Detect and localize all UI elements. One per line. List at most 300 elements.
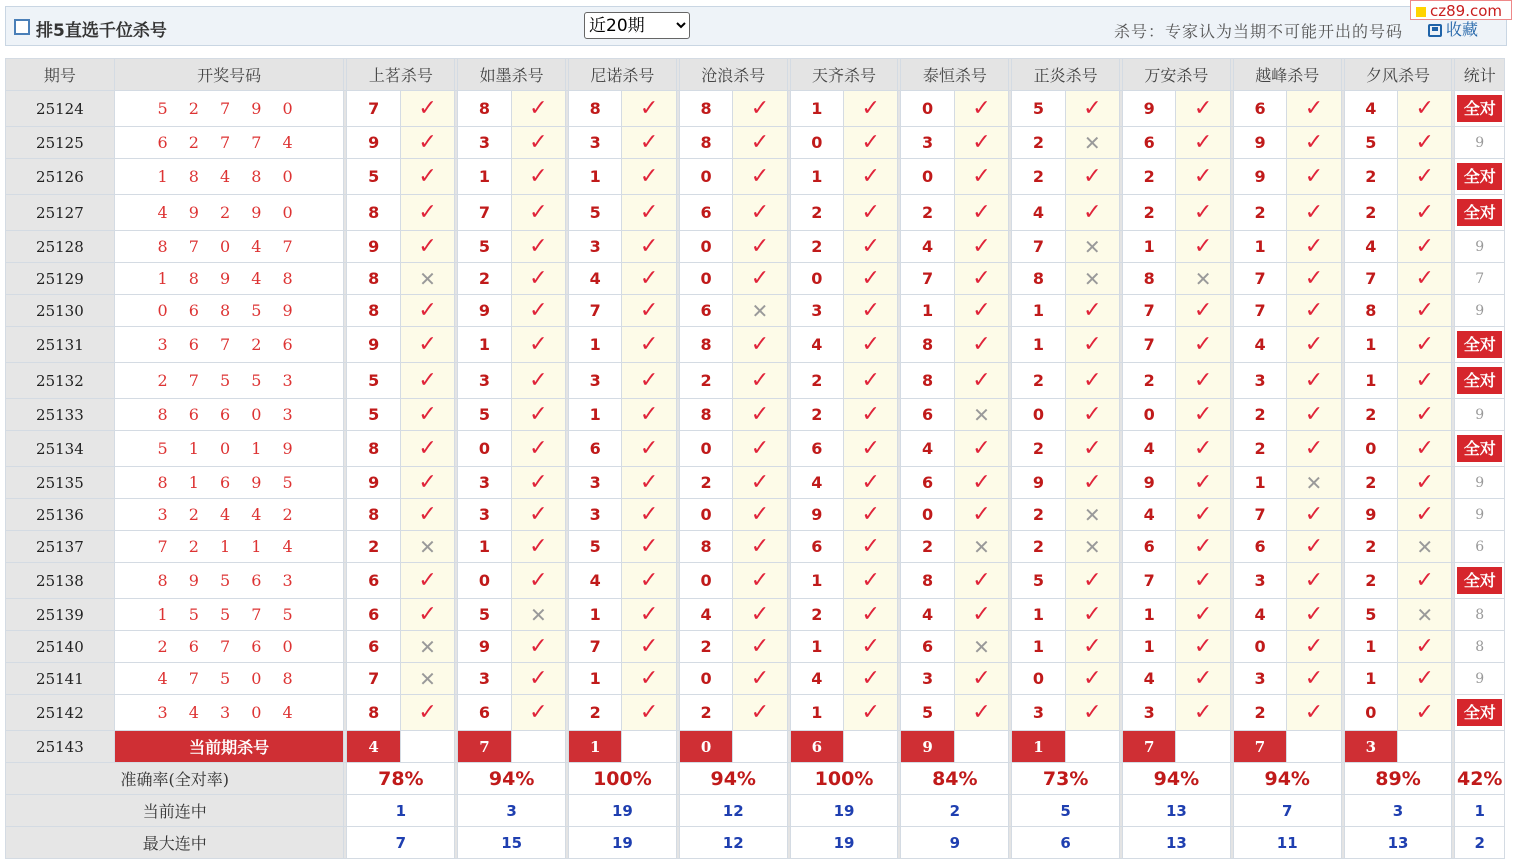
check-icon: ✓ xyxy=(622,431,676,467)
check-icon: ✓ xyxy=(1398,467,1452,499)
all-correct-badge: 全对 xyxy=(1457,567,1502,594)
check-icon: ✓ xyxy=(1287,295,1341,327)
check-icon: ✓ xyxy=(622,195,676,231)
check-icon: ✓ xyxy=(1398,695,1452,731)
stat-cell: 9 xyxy=(1455,127,1505,159)
kill-number-cell: 1 xyxy=(1012,631,1065,663)
kill-number-cell: 6 xyxy=(901,467,954,499)
check-icon: ✓ xyxy=(622,631,676,663)
kill-number-cell: 0 xyxy=(1123,399,1176,431)
kill-number-cell: 1 xyxy=(458,327,511,363)
check-icon: ✓ xyxy=(400,599,454,631)
max-streak-value: 7 xyxy=(347,827,455,859)
check-icon: ✓ xyxy=(1176,467,1230,499)
check-icon: ✓ xyxy=(954,563,1008,599)
kill-number-cell: 2 xyxy=(347,531,400,563)
check-icon: ✓ xyxy=(1287,127,1341,159)
period-cell: 25141 xyxy=(6,663,115,695)
draw-number-cell: 2 6 7 6 0 xyxy=(114,631,344,663)
kill-number-cell: 2 xyxy=(1344,531,1397,563)
kill-number-cell: 9 xyxy=(347,127,400,159)
cross-icon: ✕ xyxy=(1065,499,1119,531)
check-icon: ✓ xyxy=(1176,499,1230,531)
check-icon: ✓ xyxy=(1065,295,1119,327)
cross-icon: ✕ xyxy=(1065,127,1119,159)
all-correct-badge: 全对 xyxy=(1457,163,1502,190)
current-streak-value: 13 xyxy=(1123,795,1231,827)
kill-number-cell: 4 xyxy=(679,599,732,631)
kill-number-cell: 7 xyxy=(1012,231,1065,263)
check-icon: ✓ xyxy=(733,91,787,127)
check-icon: ✓ xyxy=(1065,195,1119,231)
check-icon: ✓ xyxy=(733,563,787,599)
check-icon: ✓ xyxy=(400,399,454,431)
table-row xyxy=(6,363,1505,399)
col-stat-header[interactable]: 统计 xyxy=(1455,59,1505,91)
stat-cell xyxy=(1455,363,1505,399)
kill-number-cell: 5 xyxy=(458,599,511,631)
kill-number-cell: 8 xyxy=(1012,263,1065,295)
check-icon: ✓ xyxy=(954,231,1008,263)
page-title: 排5直选千位杀号 xyxy=(36,21,167,41)
check-icon: ✓ xyxy=(1287,91,1341,127)
kill-number-cell: 7 xyxy=(569,295,622,327)
accuracy-value: 94% xyxy=(1123,763,1231,795)
stat-cell: 9 xyxy=(1455,467,1505,499)
kill-number-cell: 2 xyxy=(1233,695,1286,731)
kill-number-cell: 6 xyxy=(679,295,732,327)
current-kill-number: 1 xyxy=(1012,731,1065,763)
kill-number-cell: 5 xyxy=(347,399,400,431)
kill-number-cell: 1 xyxy=(790,91,843,127)
check-icon: ✓ xyxy=(1176,295,1230,327)
kill-number-cell: 1 xyxy=(790,159,843,195)
check-icon: ✓ xyxy=(400,327,454,363)
check-icon: ✓ xyxy=(622,159,676,195)
kill-number-cell: 3 xyxy=(1233,663,1286,695)
cross-icon: ✕ xyxy=(1176,263,1230,295)
check-icon: ✓ xyxy=(1398,231,1452,263)
kill-number-cell: 6 xyxy=(790,531,843,563)
check-icon: ✓ xyxy=(1176,127,1230,159)
kill-number-cell: 8 xyxy=(901,363,954,399)
period-cell: 25124 xyxy=(6,91,115,127)
kill-number-cell: 8 xyxy=(458,91,511,127)
check-icon: ✓ xyxy=(1287,327,1341,363)
col-expert-header[interactable]: 正炎杀号 xyxy=(1012,59,1120,91)
check-icon: ✓ xyxy=(844,531,898,563)
check-icon: ✓ xyxy=(1398,363,1452,399)
check-icon: ✓ xyxy=(511,467,565,499)
check-icon: ✓ xyxy=(844,295,898,327)
current-streak-value: 3 xyxy=(1344,795,1452,827)
kill-number-cell: 4 xyxy=(1123,431,1176,467)
period-cell: 25137 xyxy=(6,531,115,563)
check-icon: ✓ xyxy=(1065,363,1119,399)
kill-number-cell: 8 xyxy=(679,327,732,363)
check-icon: ✓ xyxy=(1287,663,1341,695)
kill-number-cell: 8 xyxy=(347,695,400,731)
check-icon: ✓ xyxy=(1176,91,1230,127)
current-kill-number: 7 xyxy=(1233,731,1286,763)
draw-number-cell: 8 9 5 6 3 xyxy=(114,563,344,599)
current-streak-value: 19 xyxy=(790,795,898,827)
cross-icon: ✕ xyxy=(400,631,454,663)
check-icon: ✓ xyxy=(1065,431,1119,467)
check-icon: ✓ xyxy=(511,295,565,327)
kill-number-cell: 0 xyxy=(901,159,954,195)
kill-number-cell: 5 xyxy=(1012,91,1065,127)
col-expert-header[interactable]: 越峰杀号 xyxy=(1233,59,1341,91)
check-icon: ✓ xyxy=(733,695,787,731)
cross-icon: ✕ xyxy=(400,531,454,563)
kill-number-cell: 9 xyxy=(1123,91,1176,127)
kill-number-cell: 0 xyxy=(790,127,843,159)
check-icon: ✓ xyxy=(1398,127,1452,159)
kill-number-cell: 0 xyxy=(1012,399,1065,431)
kill-number-cell: 3 xyxy=(458,363,511,399)
cross-icon: ✕ xyxy=(400,263,454,295)
check-icon: ✓ xyxy=(733,127,787,159)
check-icon: ✓ xyxy=(622,231,676,263)
kill-number-cell: 2 xyxy=(1344,467,1397,499)
stat-cell: 6 xyxy=(1455,531,1505,563)
kill-number-cell: 4 xyxy=(901,431,954,467)
draw-number-cell: 4 9 2 9 0 xyxy=(114,195,344,231)
accuracy-row xyxy=(6,763,1505,795)
check-icon: ✓ xyxy=(622,467,676,499)
check-icon: ✓ xyxy=(1287,531,1341,563)
check-icon: ✓ xyxy=(1065,467,1119,499)
cross-icon: ✕ xyxy=(1065,531,1119,563)
kill-number-cell: 1 xyxy=(1123,599,1176,631)
blank-cell xyxy=(511,731,565,763)
period-cell: 25126 xyxy=(6,159,115,195)
col-period-header[interactable]: 期号 xyxy=(6,59,115,91)
kill-number-cell: 0 xyxy=(679,663,732,695)
check-icon: ✓ xyxy=(1065,563,1119,599)
col-expert-header[interactable]: 万安杀号 xyxy=(1123,59,1231,91)
blank-cell xyxy=(844,731,898,763)
check-icon: ✓ xyxy=(1398,327,1452,363)
check-icon: ✓ xyxy=(511,91,565,127)
kill-number-cell: 4 xyxy=(569,263,622,295)
check-icon: ✓ xyxy=(1287,363,1341,399)
check-icon: ✓ xyxy=(954,695,1008,731)
table-row xyxy=(6,599,1505,631)
all-correct-badge: 全对 xyxy=(1457,699,1502,726)
draw-number-cell: 3 4 3 0 4 xyxy=(114,695,344,731)
accuracy-value: 94% xyxy=(679,763,787,795)
check-icon: ✓ xyxy=(844,327,898,363)
check-icon: ✓ xyxy=(954,431,1008,467)
kill-number-cell: 6 xyxy=(679,195,732,231)
kill-number-cell: 8 xyxy=(347,195,400,231)
kill-number-cell: 0 xyxy=(679,431,732,467)
check-icon: ✓ xyxy=(844,563,898,599)
check-icon: ✓ xyxy=(1176,363,1230,399)
period-range-select[interactable] xyxy=(584,12,690,39)
kill-number-cell: 2 xyxy=(1123,195,1176,231)
kill-number-cell: 9 xyxy=(347,231,400,263)
check-icon: ✓ xyxy=(511,231,565,263)
check-icon: ✓ xyxy=(1287,431,1341,467)
current-kill-number: 9 xyxy=(901,731,954,763)
kill-number-cell: 4 xyxy=(790,663,843,695)
col-expert-header[interactable]: 夕风杀号 xyxy=(1344,59,1452,91)
col-expert-header[interactable]: 尼诺杀号 xyxy=(569,59,677,91)
check-icon: ✓ xyxy=(733,467,787,499)
check-icon: ✓ xyxy=(844,263,898,295)
kill-number-cell: 2 xyxy=(458,263,511,295)
kill-number-cell: 7 xyxy=(347,663,400,695)
check-icon: ✓ xyxy=(844,695,898,731)
check-icon: ✓ xyxy=(733,263,787,295)
all-correct-badge: 全对 xyxy=(1457,435,1502,462)
max-streak-value: 13 xyxy=(1344,827,1452,859)
check-icon: ✓ xyxy=(733,599,787,631)
period-cell: 25125 xyxy=(6,127,115,159)
col-expert-header[interactable]: 泰恒杀号 xyxy=(901,59,1009,91)
header-row xyxy=(6,59,1505,91)
kill-number-cell: 9 xyxy=(1123,467,1176,499)
table-row xyxy=(6,663,1505,695)
stat-cell: 8 xyxy=(1455,599,1505,631)
blank-cell xyxy=(1176,731,1230,763)
stat-cell: 9 xyxy=(1455,499,1505,531)
max-streak-value: 13 xyxy=(1123,827,1231,859)
check-icon: ✓ xyxy=(954,195,1008,231)
check-icon: ✓ xyxy=(511,127,565,159)
kill-number-cell: 2 xyxy=(679,631,732,663)
kill-number-cell: 7 xyxy=(569,631,622,663)
check-icon: ✓ xyxy=(622,363,676,399)
current-kill-label: 当前期杀号 xyxy=(114,731,344,763)
kill-number-cell: 3 xyxy=(1123,695,1176,731)
accuracy-value: 94% xyxy=(1233,763,1341,795)
kill-number-cell: 4 xyxy=(569,563,622,599)
check-icon: ✓ xyxy=(844,499,898,531)
check-icon: ✓ xyxy=(733,327,787,363)
current-kill-number: 3 xyxy=(1344,731,1397,763)
draw-number-cell: 3 6 7 2 6 xyxy=(114,327,344,363)
kill-number-cell: 0 xyxy=(679,231,732,263)
check-icon: ✓ xyxy=(622,695,676,731)
check-icon: ✓ xyxy=(1398,631,1452,663)
kill-number-cell: 5 xyxy=(569,195,622,231)
table-row xyxy=(6,399,1505,431)
kill-number-cell: 1 xyxy=(1233,467,1286,499)
kill-number-cell: 1 xyxy=(1344,631,1397,663)
kill-number-cell: 2 xyxy=(1012,159,1065,195)
check-icon: ✓ xyxy=(511,695,565,731)
check-icon: ✓ xyxy=(1176,599,1230,631)
kill-number-cell: 2 xyxy=(679,695,732,731)
max-streak-value: 12 xyxy=(679,827,787,859)
check-icon: ✓ xyxy=(622,531,676,563)
kill-number-cell: 0 xyxy=(679,263,732,295)
kill-number-cell: 7 xyxy=(1233,499,1286,531)
table-row xyxy=(6,295,1505,327)
kill-number-cell: 2 xyxy=(1012,499,1065,531)
check-icon: ✓ xyxy=(733,631,787,663)
kill-number-cell: 3 xyxy=(901,663,954,695)
kill-number-cell: 7 xyxy=(347,91,400,127)
check-icon: ✓ xyxy=(954,599,1008,631)
kill-number-cell: 6 xyxy=(347,563,400,599)
check-icon: ✓ xyxy=(400,195,454,231)
kill-number-cell: 5 xyxy=(347,159,400,195)
stat-cell: 7 xyxy=(1455,263,1505,295)
current-streak-value: 3 xyxy=(458,795,566,827)
current-streak-value: 5 xyxy=(1012,795,1120,827)
summary-label: 最大连中 xyxy=(6,827,344,859)
kill-number-cell: 2 xyxy=(790,599,843,631)
blank-cell xyxy=(733,731,787,763)
all-correct-badge: 全对 xyxy=(1457,367,1502,394)
check-icon: ✓ xyxy=(1176,431,1230,467)
check-icon: ✓ xyxy=(844,431,898,467)
max-streak-value: 15 xyxy=(458,827,566,859)
kill-number-cell: 8 xyxy=(347,263,400,295)
check-icon: ✓ xyxy=(400,431,454,467)
check-icon: ✓ xyxy=(1398,91,1452,127)
kill-number-cell: 2 xyxy=(901,195,954,231)
check-icon: ✓ xyxy=(733,231,787,263)
check-icon: ✓ xyxy=(400,499,454,531)
blank-cell xyxy=(954,731,1008,763)
kill-number-cell: 2 xyxy=(679,363,732,399)
kill-number-cell: 1 xyxy=(1123,631,1176,663)
check-icon: ✓ xyxy=(733,499,787,531)
kill-number-cell: 8 xyxy=(679,127,732,159)
kill-number-cell: 4 xyxy=(790,327,843,363)
kill-number-cell: 2 xyxy=(790,195,843,231)
kill-number-cell: 2 xyxy=(790,363,843,399)
summary-label: 当前连中 xyxy=(6,795,344,827)
max-streak-value: 19 xyxy=(790,827,898,859)
check-icon: ✓ xyxy=(844,159,898,195)
kill-number-cell: 3 xyxy=(1012,695,1065,731)
col-expert-header[interactable]: 上茗杀号 xyxy=(347,59,455,91)
kill-number-cell: 1 xyxy=(458,159,511,195)
period-cell: 25132 xyxy=(6,363,115,399)
kill-number-cell: 3 xyxy=(458,127,511,159)
check-icon: ✓ xyxy=(400,127,454,159)
draw-number-cell: 1 5 5 7 5 xyxy=(114,599,344,631)
max-streak-value: 6 xyxy=(1012,827,1120,859)
kill-number-cell: 2 xyxy=(1233,399,1286,431)
cross-icon: ✕ xyxy=(1065,263,1119,295)
check-icon: ✓ xyxy=(1176,695,1230,731)
check-icon: ✓ xyxy=(511,499,565,531)
current-streak-value: 1 xyxy=(1455,795,1505,827)
current-streak-value: 19 xyxy=(569,795,677,827)
blank-cell xyxy=(1455,731,1505,763)
kill-number-cell: 3 xyxy=(1233,563,1286,599)
col-draw-header[interactable]: 开奖号码 xyxy=(114,59,344,91)
stat-cell xyxy=(1455,195,1505,231)
table-row xyxy=(6,467,1505,499)
kill-number-cell: 0 xyxy=(1233,631,1286,663)
kill-number-cell: 6 xyxy=(901,631,954,663)
kill-number-cell: 4 xyxy=(1233,327,1286,363)
kill-number-cell: 2 xyxy=(1233,195,1286,231)
check-icon: ✓ xyxy=(844,399,898,431)
summary-label: 准确率(全对率) xyxy=(6,763,344,795)
period-cell: 25140 xyxy=(6,631,115,663)
check-icon: ✓ xyxy=(844,631,898,663)
check-icon: ✓ xyxy=(400,563,454,599)
kill-number-cell: 2 xyxy=(569,695,622,731)
check-icon: ✓ xyxy=(1176,231,1230,263)
check-icon: ✓ xyxy=(511,363,565,399)
table-row xyxy=(6,531,1505,563)
save-icon xyxy=(1428,24,1442,37)
check-icon: ✓ xyxy=(511,663,565,695)
site-badge[interactable] xyxy=(1410,0,1512,20)
kill-number-cell: 4 xyxy=(1233,599,1286,631)
kill-number-table xyxy=(5,58,1505,859)
kill-number-cell: 5 xyxy=(1344,127,1397,159)
kill-number-cell: 5 xyxy=(1344,599,1397,631)
current-streak-value: 2 xyxy=(901,795,1009,827)
accuracy-value: 42% xyxy=(1455,763,1505,795)
table-row xyxy=(6,327,1505,363)
check-icon: ✓ xyxy=(1287,399,1341,431)
kill-number-cell: 2 xyxy=(1123,159,1176,195)
kill-number-cell: 8 xyxy=(569,91,622,127)
check-icon: ✓ xyxy=(1176,563,1230,599)
kill-number-cell: 7 xyxy=(1233,263,1286,295)
kill-number-cell: 7 xyxy=(1123,327,1176,363)
check-icon: ✓ xyxy=(954,263,1008,295)
kill-number-cell: 2 xyxy=(1233,431,1286,467)
stat-cell xyxy=(1455,159,1505,195)
check-icon: ✓ xyxy=(622,263,676,295)
favorite-label: 收藏 xyxy=(1446,20,1479,39)
col-expert-header[interactable]: 天齐杀号 xyxy=(790,59,898,91)
check-icon: ✓ xyxy=(1287,631,1341,663)
checkbox-icon[interactable] xyxy=(14,19,30,35)
kill-number-cell: 0 xyxy=(901,91,954,127)
table-row xyxy=(6,195,1505,231)
period-cell: 25136 xyxy=(6,499,115,531)
kill-number-cell: 6 xyxy=(1233,531,1286,563)
cross-icon: ✕ xyxy=(400,663,454,695)
check-icon: ✓ xyxy=(954,499,1008,531)
period-cell: 25138 xyxy=(6,563,115,599)
kill-number-cell: 9 xyxy=(347,327,400,363)
accuracy-value: 100% xyxy=(569,763,677,795)
accuracy-value: 100% xyxy=(790,763,898,795)
kill-number-cell: 0 xyxy=(901,499,954,531)
period-cell: 25131 xyxy=(6,327,115,363)
check-icon: ✓ xyxy=(622,327,676,363)
period-cell: 25127 xyxy=(6,195,115,231)
check-icon: ✓ xyxy=(1287,231,1341,263)
col-expert-header[interactable]: 沧浪杀号 xyxy=(679,59,787,91)
stat-cell: 9 xyxy=(1455,663,1505,695)
col-expert-header[interactable]: 如墨杀号 xyxy=(458,59,566,91)
kill-number-cell: 3 xyxy=(569,467,622,499)
check-icon: ✓ xyxy=(954,327,1008,363)
draw-number-cell: 3 2 4 4 2 xyxy=(114,499,344,531)
check-icon: ✓ xyxy=(1065,159,1119,195)
kill-number-cell: 6 xyxy=(347,631,400,663)
kill-number-cell: 6 xyxy=(458,695,511,731)
kill-number-cell: 9 xyxy=(347,467,400,499)
